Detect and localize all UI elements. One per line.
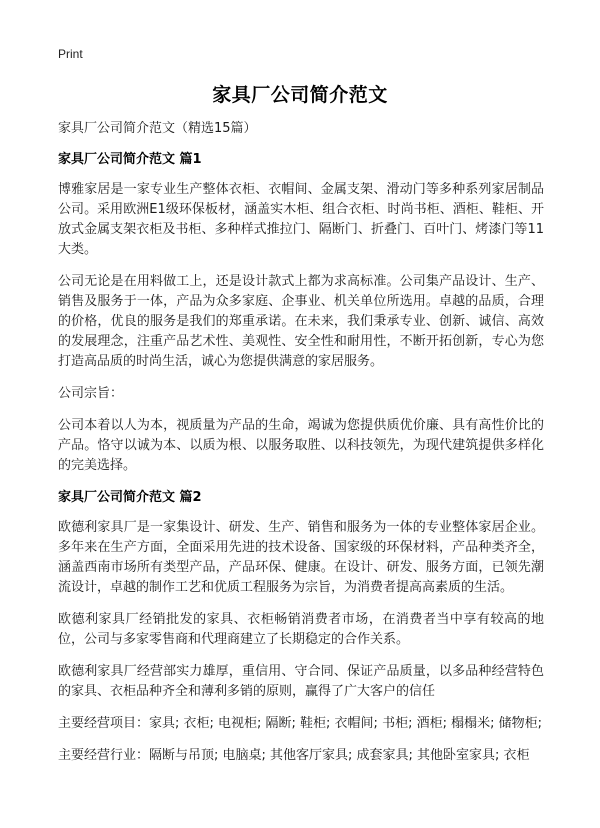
paragraph: 主要经营行业：隔断与吊顶; 电脑桌; 其他客厅家具; 成套家具; 其他卧室家具; 衣柜 bbox=[58, 748, 530, 763]
print-link[interactable]: Print bbox=[58, 47, 83, 61]
paragraph: 欧德利家具厂是一家集设计、研发、生产、销售和服务为一体的专业整体家居企业。多年来在生产方面，全面采用先进的技术设备、国家级的环保材料，产品种类齐全，涵盖西南市场所有类型产品，产品环保、健康。在设计、研发、服务方面，已领先潮流设计，卓越的制作工艺和优质工程服务为宗旨，为消费者提高高素质的生活。 bbox=[58, 520, 544, 595]
paragraph: 欧德利家具厂经营部实力雄厚，重信用、守合同、保证产品质量，以多品种经营特色的家具、衣柜品种齐全和薄利多销的原则，赢得了广大客户的信任 bbox=[58, 664, 544, 699]
section-heading: 家具厂公司简介范文 篇1 bbox=[58, 152, 202, 167]
page-title: 家具厂公司简介范文 bbox=[212, 84, 388, 106]
document-body bbox=[58, 119, 544, 778]
section-heading: 家具厂公司简介范文 篇2 bbox=[58, 490, 202, 505]
paragraph: 公司无论是在用料做工上，还是设计款式上都为求高标准。公司集产品设计、生产、销售及服务于一体，产品为众多家庭、企事业、机关单位所选用。卓越的品质，合理的价格，优良的服务是我们的郑重承诺。在未来，我们秉承专业、创新、诚信、高效的发展理念，注重产品艺术性、美观性、安全性和耐用性，不断开拓创新，专心为您打造高品质的时尚生活，诚心为您提供满意的家居服务。 bbox=[58, 274, 544, 369]
paragraph: 欧德利家具厂经销批发的家具、衣柜畅销消费者市场，在消费者当中享有较高的地位，公司与多家零售商和代理商建立了长期稳定的合作关系。 bbox=[58, 612, 544, 647]
paragraph: 主要经营项目：家具; 衣柜; 电视柜; 隔断; 鞋柜; 衣帽间; 书柜; 酒柜; 榻榻米; 储物柜; bbox=[58, 716, 542, 731]
paragraph: 博雅家居是一家专业生产整体衣柜、衣帽间、金属支架、滑动门等多种系列家居制品公司。采用欧洲E1级环保板材，涵盖实木柜、组合衣柜、时尚书柜、酒柜、鞋柜、开放式金属支架衣柜及书柜、多种样式推拉门、隔断门、折叠门、百叶门、烤漆门等11大类。 bbox=[58, 182, 544, 257]
paragraph: 公司本着以人为本，视质量为产品的生命，竭诚为您提供质优价廉、具有高性价比的产品。恪守以诚为本、以质为根、以服务取胜、以科技领先，为现代建筑提供多样化的完美选择。 bbox=[58, 418, 544, 473]
document-subtitle: 家具厂公司简介范文（精选15篇） bbox=[58, 121, 257, 136]
paragraph-label: 公司宗旨： bbox=[58, 386, 124, 401]
